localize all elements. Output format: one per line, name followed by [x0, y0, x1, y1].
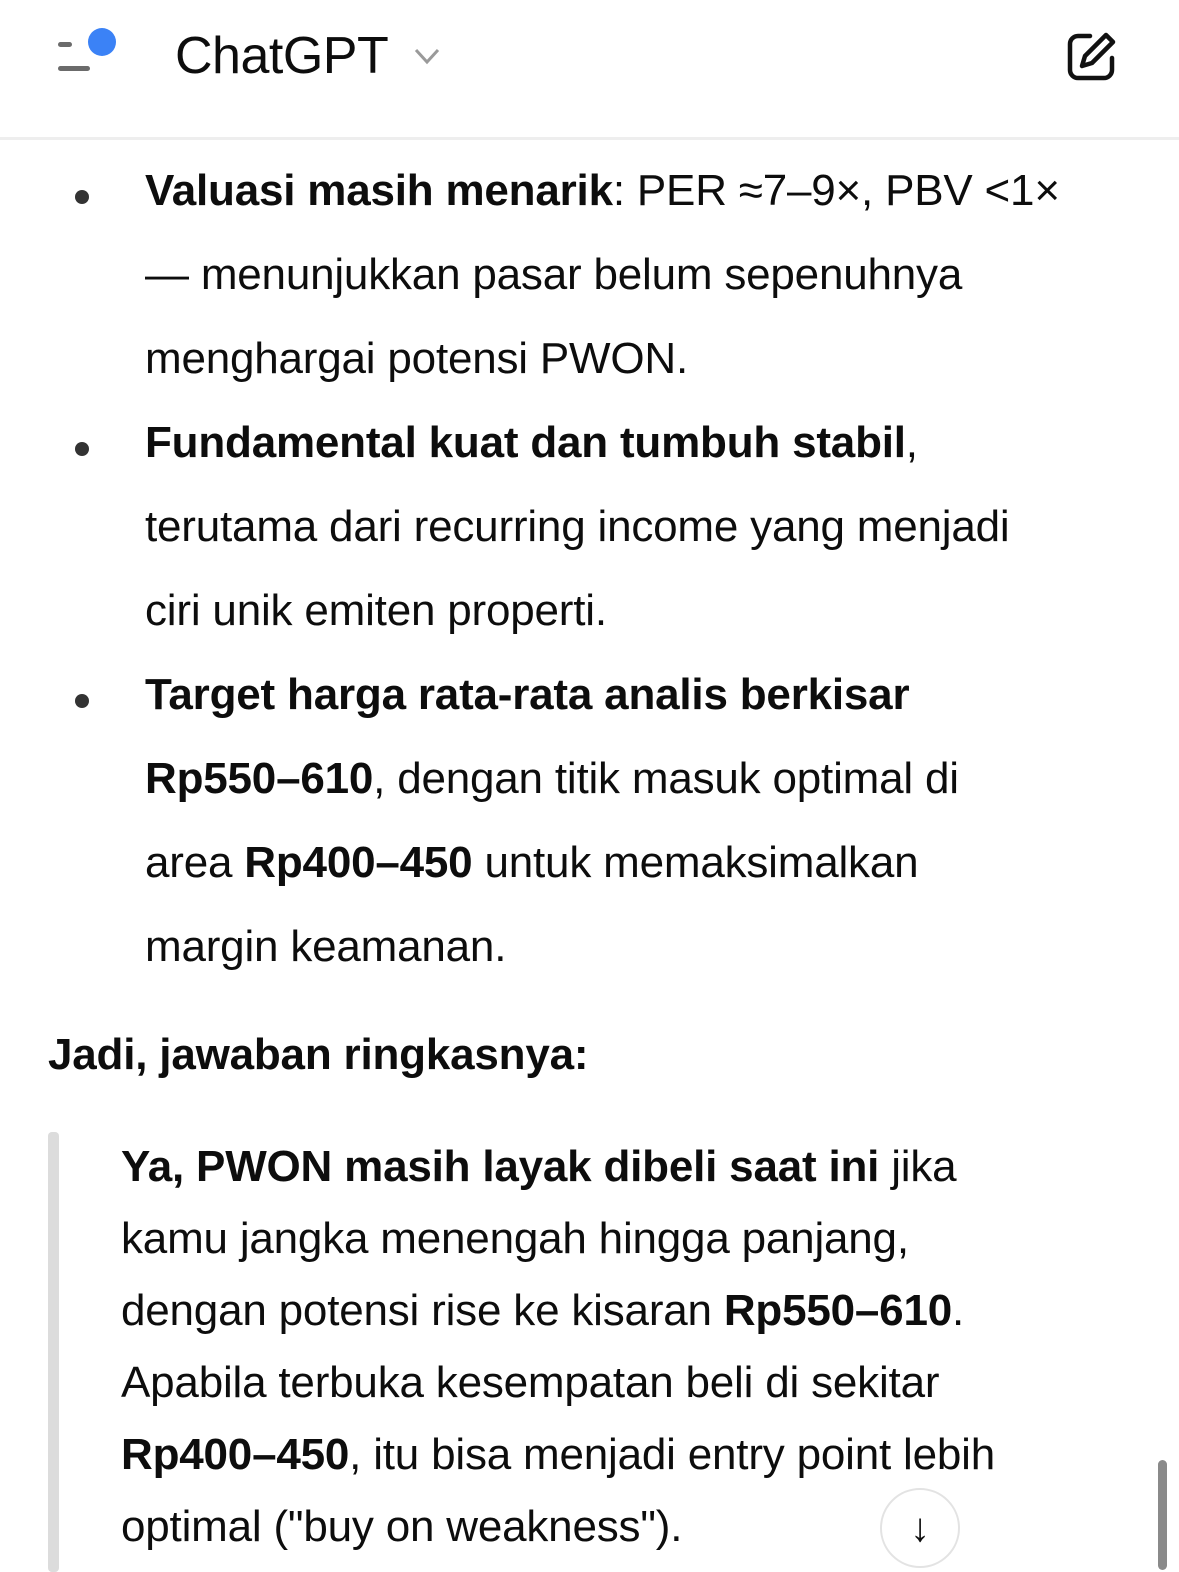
text: , itu bisa menjadi entry point lebih [349, 1430, 995, 1479]
text-line [121, 1502, 682, 1552]
text: untuk memaksimalkan [472, 838, 919, 887]
text: : PER ≈7–9×, PBV <1× [612, 166, 1060, 215]
text-line [121, 1430, 995, 1480]
text-line [121, 1214, 909, 1264]
text: ciri unik emiten properti. [145, 586, 607, 635]
text-line [145, 334, 688, 384]
bold-text: Fundamental kuat dan tumbuh stabil [145, 418, 906, 467]
model-selector-title[interactable]: ChatGPT [175, 27, 389, 85]
top-bar [0, 0, 1179, 140]
text: Apabila terbuka kesempatan beli di sekitar [121, 1358, 940, 1407]
bold-text: Rp400–450 [121, 1430, 350, 1479]
text-line [145, 838, 918, 888]
notification-dot [88, 28, 116, 56]
text-line [145, 502, 1009, 552]
bold-text: Valuasi masih menarik [145, 166, 613, 215]
text-line [145, 922, 506, 972]
new-chat-icon[interactable] [1066, 30, 1118, 82]
text: — menunjukkan pasar belum sepenuhnya [145, 250, 963, 299]
text: terutama dari recurring income yang menjadi [145, 502, 1010, 551]
text: menghargai potensi PWON. [145, 334, 689, 383]
text: optimal ("buy on weakness"). [121, 1502, 683, 1551]
text: , [905, 418, 918, 467]
text: margin keamanan. [145, 922, 507, 971]
text-line [145, 166, 1060, 216]
text-line [145, 754, 959, 804]
bullet-icon [75, 442, 89, 456]
text-line [145, 670, 909, 720]
blockquote-bar [48, 1132, 59, 1572]
bold-text: Rp550–610 [145, 754, 374, 803]
text-line [145, 586, 607, 636]
arrow-down-icon: ↓ [910, 1505, 930, 1550]
bold-text: Target harga rata-rata analis berkisar [145, 670, 910, 719]
bold-text: Rp400–450 [244, 838, 473, 887]
scrollbar[interactable] [1158, 1460, 1167, 1570]
bold-text: Rp550–610 [723, 1286, 952, 1335]
text-line [145, 250, 962, 300]
text: jika [879, 1142, 957, 1191]
summary-heading: Jadi, jawaban ringkasnya: [48, 1030, 589, 1079]
bullet-icon [75, 694, 89, 708]
text-line [121, 1142, 956, 1192]
bullet-icon [75, 190, 89, 204]
bold-text: Ya, PWON masih layak dibeli saat ini [121, 1142, 880, 1191]
sidebar-menu-icon[interactable] [56, 28, 120, 78]
text-line [145, 418, 918, 468]
text: , dengan titik masuk optimal di [373, 754, 959, 803]
text-line [121, 1358, 939, 1408]
text: . [952, 1286, 965, 1335]
text: kamu jangka menengah hingga panjang, [121, 1214, 909, 1263]
chevron-down-icon[interactable] [412, 44, 442, 68]
text: dengan potensi rise ke kisaran [121, 1286, 724, 1335]
text-line [121, 1286, 964, 1336]
text: area [145, 838, 245, 887]
scroll-to-bottom-button[interactable] [880, 1488, 960, 1568]
